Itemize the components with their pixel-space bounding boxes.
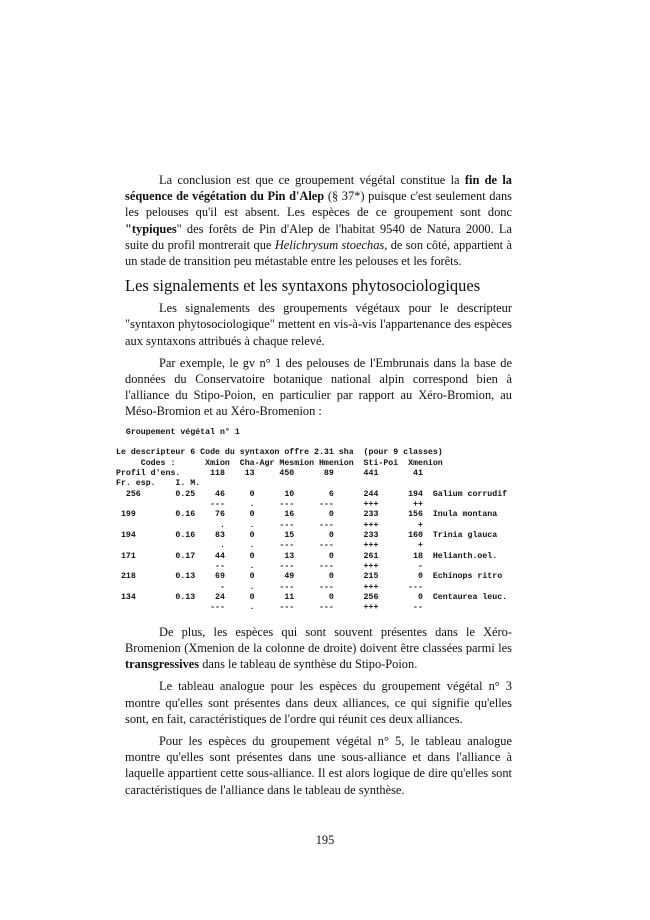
- table-line: -- . --- --- +++ -: [116, 562, 423, 572]
- bold-text: transgressives: [125, 657, 200, 672]
- table-line: . . --- --- +++ +: [116, 541, 423, 551]
- text-top: [125, 172, 512, 420]
- table-line: 171 0.17 44 0 13 0 261 18 Helianth.oel.: [116, 551, 498, 561]
- paragraph-conclusion: [125, 172, 512, 269]
- table-line: Le descripteur 6 Code du syntaxon offre 2.31 sha (pour 9 classes): [116, 448, 443, 458]
- table-line: --- . --- --- +++ ++: [116, 500, 423, 510]
- text: dans le tableau de synthèse du Stipo-Poion.: [199, 657, 418, 672]
- table-line: 256 0.25 46 0 10 6 244 194 Galium corrudif: [116, 489, 508, 499]
- table-line: Codes : Xmion Cha-Agr Mesmion Hmenion Sti-Poi Xmenion: [116, 458, 443, 468]
- table-line: 199 0.16 76 0 16 0 233 156 Inula montana: [116, 510, 498, 520]
- table-line: - . --- --- +++ ---: [116, 582, 423, 592]
- section-heading: Les signalements et les syntaxons phytosociologiques: [125, 276, 481, 296]
- paragraph-transgressives: [125, 624, 512, 673]
- text: (§ 37*) puisque c'est seulement dans les pelouses qu'il est absent. Les espèces de ce groupement sont donc: [125, 189, 512, 220]
- table-line: Profil d'ens. 118 13 450 89 441 41: [116, 469, 423, 479]
- bold-text: "typiques: [125, 221, 177, 236]
- syntaxon-table: [116, 428, 650, 614]
- table-line: 218 0.13 69 0 49 0 215 0 Echinops ritro: [116, 572, 503, 582]
- text-bottom: [125, 624, 512, 798]
- table-line: 134 0.13 24 0 11 0 256 0 Centaurea leuc.: [116, 593, 508, 603]
- paragraph-groupement-5: Pour les espèces du groupement végétal n° 5, le tableau analogue montre qu'elles sont présentes dans une sous-alliance et dans l'alliance à laquelle appartient cette sous-alliance. Il est alors logique de dire qu'elles sont caractéristiques de l'alliance dans le tableau de synthèse.: [125, 734, 512, 797]
- table-line: Fr. esp. I. M.: [116, 479, 201, 489]
- paragraph-groupement-3: Le tableau analogue pour les espèces du groupement végétal n° 3 montre qu'elles sont présentes dans deux alliances, ce qui signifie qu'elles sont, en fait, caractéristiques de l'ordre qui réunit ces deux alliances.: [125, 679, 512, 726]
- bold-text: fin de la séquence de végétation du Pin d'Alep: [125, 173, 512, 204]
- italic-text: Helichrysum stoechas,: [274, 237, 388, 252]
- text: De plus, les espèces qui sont souvent présentes dans le Xéro-Bromenion (Xmenion de la colonne de droite) doivent être classées parmi les: [125, 624, 512, 656]
- text: de son côté, appartient à un stade de transition peu métastable entre les pelouses et les forêts.: [125, 237, 512, 269]
- paragraph-signalements: Les signalements des groupements végétaux pour le descripteur "syntaxon phytosociologique" mettent en vis-à-vis l'appartenance des espèces aux syntaxons attribués à chaque relevé.: [125, 301, 512, 348]
- text: " des forêts de Pin d'Alep de l'habitat 9540 de Natura 2000. La suite du profil montrerait que: [125, 221, 512, 252]
- table-title: Groupement végétal n° 1: [116, 427, 240, 437]
- page-number: 195: [315, 832, 335, 847]
- table-line: --- . --- --- +++ --: [116, 603, 423, 613]
- table-line: . . --- --- +++ +: [116, 520, 423, 530]
- paragraph-example: Par exemple, le gv n° 1 des pelouses de l'Embrunais dans la base de données du Conservatoire botanique national alpin correspond bien à l'alliance du Stipo-Poion, en particulier par rapport au Xéro-Bromion, au Méso-Bromion et au Xéro-Bromenion :: [125, 355, 512, 419]
- table-line: 194 0.16 83 0 15 0 233 160 Trinia glauca: [116, 531, 498, 541]
- text: La conclusion est que ce groupement végétal constitue la: [159, 173, 465, 187]
